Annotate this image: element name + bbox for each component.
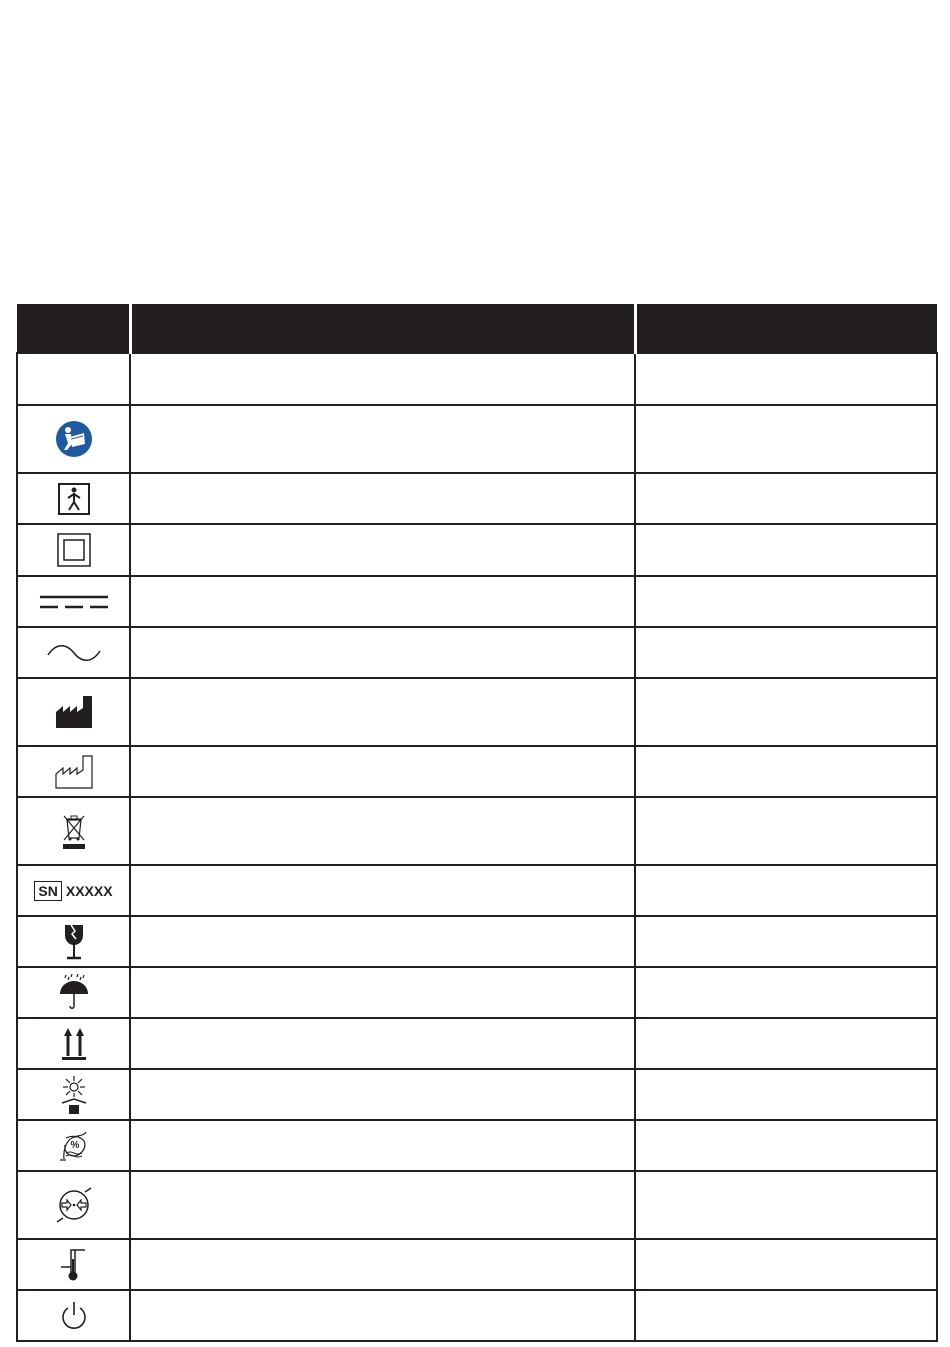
standard-cell xyxy=(635,967,937,1018)
standard-cell xyxy=(635,746,937,797)
svg-text:%: % xyxy=(70,1139,79,1151)
direct-current-icon xyxy=(18,593,129,611)
symbol-cell xyxy=(17,797,130,865)
serial-number-value: XXXXX xyxy=(65,882,113,899)
symbol-cell xyxy=(17,1239,130,1290)
standard-cell xyxy=(635,1018,937,1069)
humidity-limit-icon xyxy=(18,1129,129,1163)
type-bf-applied-part-icon xyxy=(18,482,129,516)
description-cell xyxy=(130,746,635,797)
table-row xyxy=(17,1239,937,1290)
symbol-cell xyxy=(17,1290,130,1341)
description-cell xyxy=(130,916,635,967)
description-cell xyxy=(130,627,635,678)
header-description xyxy=(130,304,635,353)
table-row xyxy=(17,797,937,865)
table-row xyxy=(17,1290,937,1341)
symbol-cell xyxy=(17,1171,130,1239)
table-row xyxy=(17,678,937,746)
table-row xyxy=(17,405,937,473)
power-standby-icon xyxy=(18,1300,129,1332)
standard-cell xyxy=(635,1120,937,1171)
table-row xyxy=(17,627,937,678)
table-row xyxy=(17,1018,937,1069)
table-row xyxy=(17,865,937,916)
description-cell xyxy=(130,797,635,865)
symbol-cell xyxy=(17,746,130,797)
header-standard xyxy=(635,304,937,353)
header-symbol xyxy=(17,304,130,353)
standard-cell xyxy=(635,405,937,473)
manufacturer-icon xyxy=(18,694,129,730)
description-cell xyxy=(130,1069,635,1120)
description-cell xyxy=(130,576,635,627)
description-cell xyxy=(130,678,635,746)
standard-cell xyxy=(635,1290,937,1341)
description-cell xyxy=(130,473,635,524)
table-row xyxy=(17,746,937,797)
table-row xyxy=(17,524,937,576)
standard-cell xyxy=(635,473,937,524)
standard-cell xyxy=(635,1069,937,1120)
description-cell xyxy=(130,865,635,916)
standard-cell xyxy=(635,1171,937,1239)
symbol-cell xyxy=(17,405,130,473)
description-cell xyxy=(130,1120,635,1171)
serial-number-icon xyxy=(34,881,112,901)
standard-cell xyxy=(635,627,937,678)
date-of-manufacture-icon xyxy=(18,754,129,790)
keep-dry-icon xyxy=(18,974,129,1012)
symbol-cell xyxy=(17,576,130,627)
table-row xyxy=(17,353,937,405)
symbol-cell xyxy=(17,916,130,967)
table-row xyxy=(17,473,937,524)
symbol-cell xyxy=(17,1120,130,1171)
table-row xyxy=(17,916,937,967)
symbol-cell xyxy=(17,524,130,576)
standard-cell xyxy=(635,1239,937,1290)
description-cell xyxy=(130,353,635,405)
standard-cell xyxy=(635,524,937,576)
class-ii-equipment-icon xyxy=(18,533,129,567)
table-row xyxy=(17,1171,937,1239)
standard-cell xyxy=(635,865,937,916)
keep-away-from-sunlight-icon xyxy=(18,1075,129,1115)
read-manual-icon xyxy=(18,420,129,458)
symbol-cell xyxy=(17,1018,130,1069)
alternating-current-icon xyxy=(18,643,129,663)
weee-disposal-icon xyxy=(18,812,129,850)
symbol-cell xyxy=(17,353,130,405)
serial-number-label: SN xyxy=(34,881,61,901)
description-cell xyxy=(130,1239,635,1290)
symbol-cell xyxy=(17,1069,130,1120)
symbol-cell xyxy=(17,473,130,524)
table-row xyxy=(17,967,937,1018)
standard-cell xyxy=(635,353,937,405)
description-cell xyxy=(130,524,635,576)
description-cell xyxy=(130,1018,635,1069)
description-cell xyxy=(130,1171,635,1239)
symbol-cell xyxy=(17,678,130,746)
standard-cell xyxy=(635,916,937,967)
standard-cell xyxy=(635,576,937,627)
description-cell xyxy=(130,967,635,1018)
table-row xyxy=(17,1069,937,1120)
standard-cell xyxy=(635,678,937,746)
table-row xyxy=(17,1120,937,1171)
description-cell xyxy=(130,1290,635,1341)
description-cell xyxy=(130,405,635,473)
standard-cell xyxy=(635,797,937,865)
symbol-cell xyxy=(17,967,130,1018)
symbols-table xyxy=(16,304,938,1342)
fragile-icon xyxy=(18,923,129,961)
table-row xyxy=(17,576,937,627)
symbol-cell xyxy=(17,627,130,678)
table-header-row xyxy=(17,304,937,353)
temperature-limit-icon xyxy=(18,1247,129,1283)
atmospheric-pressure-limit-icon xyxy=(18,1184,129,1226)
symbol-cell xyxy=(17,865,130,916)
this-way-up-icon xyxy=(18,1026,129,1062)
